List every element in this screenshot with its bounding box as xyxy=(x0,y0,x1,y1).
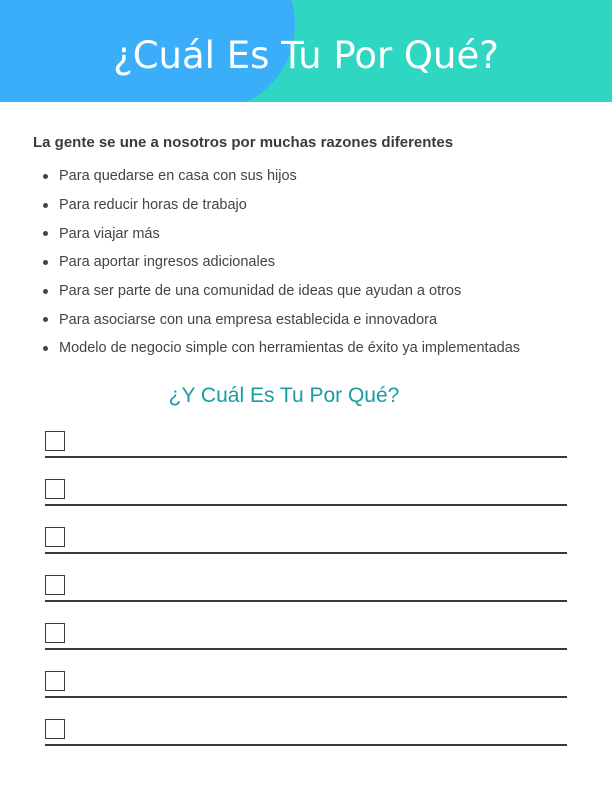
reason-text: Para reducir horas de trabajo xyxy=(59,197,247,214)
write-in-line[interactable] xyxy=(45,504,567,506)
bullet-icon xyxy=(43,174,48,179)
checkbox[interactable] xyxy=(45,431,65,451)
list-item xyxy=(43,334,520,363)
write-in-line[interactable] xyxy=(45,600,567,602)
header-banner xyxy=(0,0,612,102)
reason-text: Para quedarse en casa con sus hijos xyxy=(59,168,297,185)
list-item xyxy=(43,277,520,306)
checkbox[interactable] xyxy=(45,479,65,499)
checkbox[interactable] xyxy=(45,719,65,739)
checklist-row xyxy=(45,572,567,620)
write-in-line[interactable] xyxy=(45,648,567,650)
reasons-list xyxy=(43,162,520,363)
checkbox[interactable] xyxy=(45,575,65,595)
bullet-icon xyxy=(43,231,48,236)
list-item xyxy=(43,219,520,248)
checklist-row xyxy=(45,668,567,716)
bullet-icon xyxy=(43,289,48,294)
checklist-row xyxy=(45,620,567,668)
reason-text: Modelo de negocio simple con herramientas de éxito ya implementadas xyxy=(59,340,521,357)
reason-text: Para asociarse con una empresa establecida e innovadora xyxy=(59,311,438,328)
intro-heading: La gente se une a nosotros por muchas razones diferentes xyxy=(33,134,454,151)
worksheet-subtitle: ¿Y Cuál Es Tu Por Qué? xyxy=(168,384,400,407)
list-item xyxy=(43,191,520,220)
checkbox[interactable] xyxy=(45,527,65,547)
list-item xyxy=(43,248,520,277)
write-in-line[interactable] xyxy=(45,744,567,746)
write-in-line[interactable] xyxy=(45,456,567,458)
page-title: ¿Cuál Es Tu Por Qué? xyxy=(113,34,499,77)
checkbox[interactable] xyxy=(45,671,65,691)
write-in-line[interactable] xyxy=(45,696,567,698)
checkbox[interactable] xyxy=(45,623,65,643)
reason-text: Para aportar ingresos adicionales xyxy=(59,254,276,271)
list-item xyxy=(43,162,520,191)
bullet-icon xyxy=(43,203,48,208)
checklist-row xyxy=(45,428,567,476)
checklist-row xyxy=(45,716,567,764)
reason-text: Para ser parte de una comunidad de ideas que ayudan a otros xyxy=(59,283,462,300)
checklist-row xyxy=(45,524,567,572)
bullet-icon xyxy=(43,317,48,322)
bullet-icon xyxy=(43,346,48,351)
why-checklist xyxy=(45,428,567,764)
bullet-icon xyxy=(43,260,48,265)
reason-text: Para viajar más xyxy=(59,225,160,242)
write-in-line[interactable] xyxy=(45,552,567,554)
checklist-row xyxy=(45,476,567,524)
list-item xyxy=(43,305,520,334)
